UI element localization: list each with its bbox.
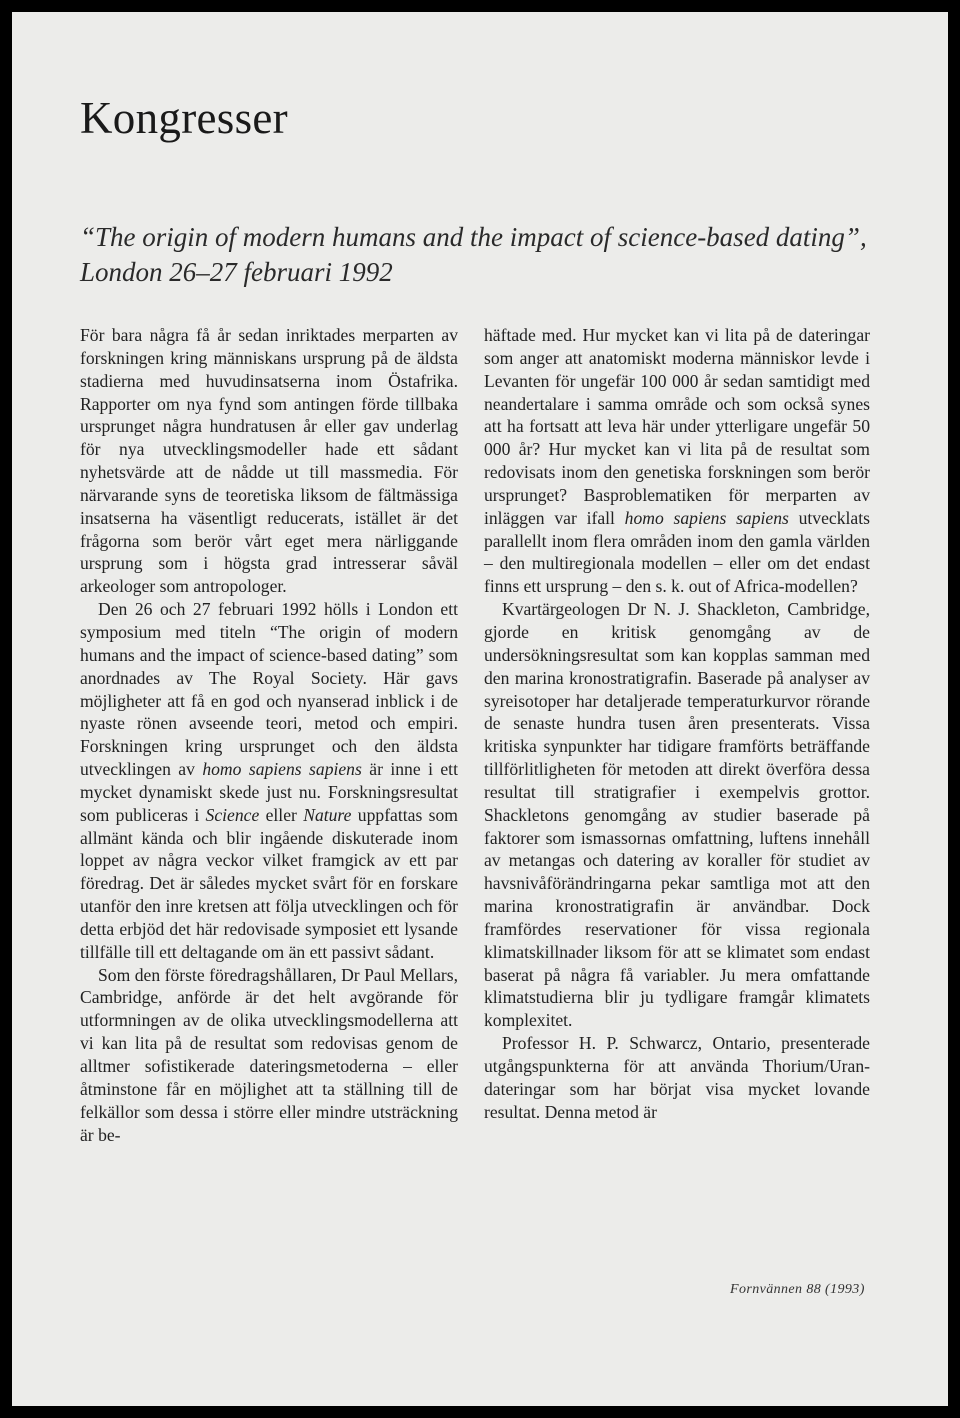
paragraph-4-text-b: utvecklats parallellt inom flera områden inom den gamla världen – den multiregionala modellen – eller om det endast finns ett ursprung – den s. k. out of Africa-modellen? [484, 507, 870, 597]
subtitle-line-2: London 26–27 februari 1992 [80, 257, 393, 287]
page-footer: Fornvännen 88 (1993) [730, 1282, 865, 1297]
right-column [484, 324, 870, 1124]
paragraph-5: Kvartärgeologen Dr N. J. Shackleton, Cambridge, gjorde en kritisk genomgång av de undersökningsresultat som kan kopplas samman med den marina kronostratigrafin. Baserade på analyser av syreisotoper har detaljerade temperaturkurvor rörande de senaste hundra tusen åren presenterats. Vissa kritiska synpunkter har tidigare framförts beträffande tillförlitligheten för metoden att direkt överföra dessa resultat till stratigrafier i exempelvis grottor. Shackletons genomgång av studier baserade på faktorer som ismassornas omfattning, luftens innehåll av metangas och datering av koraller för studiet av havsnivåförändringarna pekar samtliga mot att den marina kronostratigrafin är användbar. Dock framfördes reservationer för vissa regionala klimatskillnader liksom för att se klimatet som endast baserat på några få variabler. Ju mera omfattande klimatstudierna blir ju tydligare framgår klimatets komplexitet. [484, 599, 870, 1031]
paragraph-4 [484, 324, 870, 598]
article-subtitle [80, 220, 867, 290]
left-column [80, 324, 458, 1146]
species-term: homo sapiens sapiens [624, 507, 789, 528]
paragraph-2 [80, 598, 458, 964]
page-title: Kongresser [80, 93, 288, 143]
subtitle-line-1: “The origin of modern humans and the impact of science-based dating”, [80, 222, 867, 252]
paragraph-2-text-c: eller [265, 804, 297, 825]
species-term: homo sapiens sapiens [202, 759, 362, 780]
paragraph-4-text-a: häftade med. Hur mycket kan vi lita på de dateringar som anger att anatomiskt moderna människor levde i Levanten för ungefär 100 000 år sedan samtidigt med neandertalare i samma område och som också synes att ha fortsatt att leva här under ytterligare ungefär 50 000 år? Hur mycket kan vi lita på de resultat som redovisats inom den genetiska forskningen som berör ursprunget? Basproblematiken för merparten av inläggen var ifall [484, 325, 870, 528]
paragraph-2-text-d: uppfattas som allmänt kända och blir ingående diskuterade inom loppet av några veckor vilket framgick av ett par föredrag. Det är således mycket svårt för en forskare utanför den inre kretsen att följa utvecklingen och för detta erbjöd det här redovisade symposiet ett lysande tillfälle till ett deltagande om än ett passivt sådant. [80, 804, 458, 962]
journal-page [12, 12, 948, 1406]
paragraph-2-text-a: Den 26 och 27 februari 1992 hölls i London ett symposium med titeln “The origin of modern humans and the impact of science-based dating” som anordnades av The Royal Society. Här gavs möjligheter att få en god och nyanserad inblick i de nyaste rönen avseende teori, metod och empiri. Forskningen kring ursprunget och den äldsta utvecklingen av [80, 599, 458, 780]
journal-name-nature: Nature [303, 804, 352, 825]
journal-name-science: Science [205, 804, 260, 825]
paragraph-6: Professor H. P. Schwarcz, Ontario, presenterade utgångspunkterna för att använda Thorium/Uran-dateringar som har börjat visa mycket lovande resultat. Denna metod är [484, 1033, 870, 1122]
paragraph-2-text-b: är inne i ett mycket dynamiskt skede just nu. Forskningsresultat som publiceras i [80, 759, 458, 825]
paragraph-3: Som den förste föredragshållaren, Dr Paul Mellars, Cambridge, anförde är det helt avgörande för utformningen av de olika utvecklingsmodellerna att vi kan lita på de resultat som redovisas genom de alltmer sofistikerade dateringsmetoderna – eller åtminstone får en möjlighet att ta ställning till de felkällor som dessa i större eller mindre utsträckning är be- [80, 964, 458, 1145]
paragraph-1: För bara några få år sedan inriktades merparten av forskningen kring människans ursprung på de äldsta stadierna med huvudinsatserna inom Östafrika. Rapporter om nya fynd som antingen förde tillbaka ursprunget några hundratusen år eller gav underlag för nya utvecklingsmodeller hade ett sådant nyhetsvärde att de nådde ut till massmedia. För närvarande syns de teoretiska liksom de fältmässiga insatserna ha väsentligt reducerats, istället är det frågorna som berör vårt eget mera närliggande ursprung som i högsta grad intresserar såväl arkeologer som antropologer. [80, 325, 458, 597]
